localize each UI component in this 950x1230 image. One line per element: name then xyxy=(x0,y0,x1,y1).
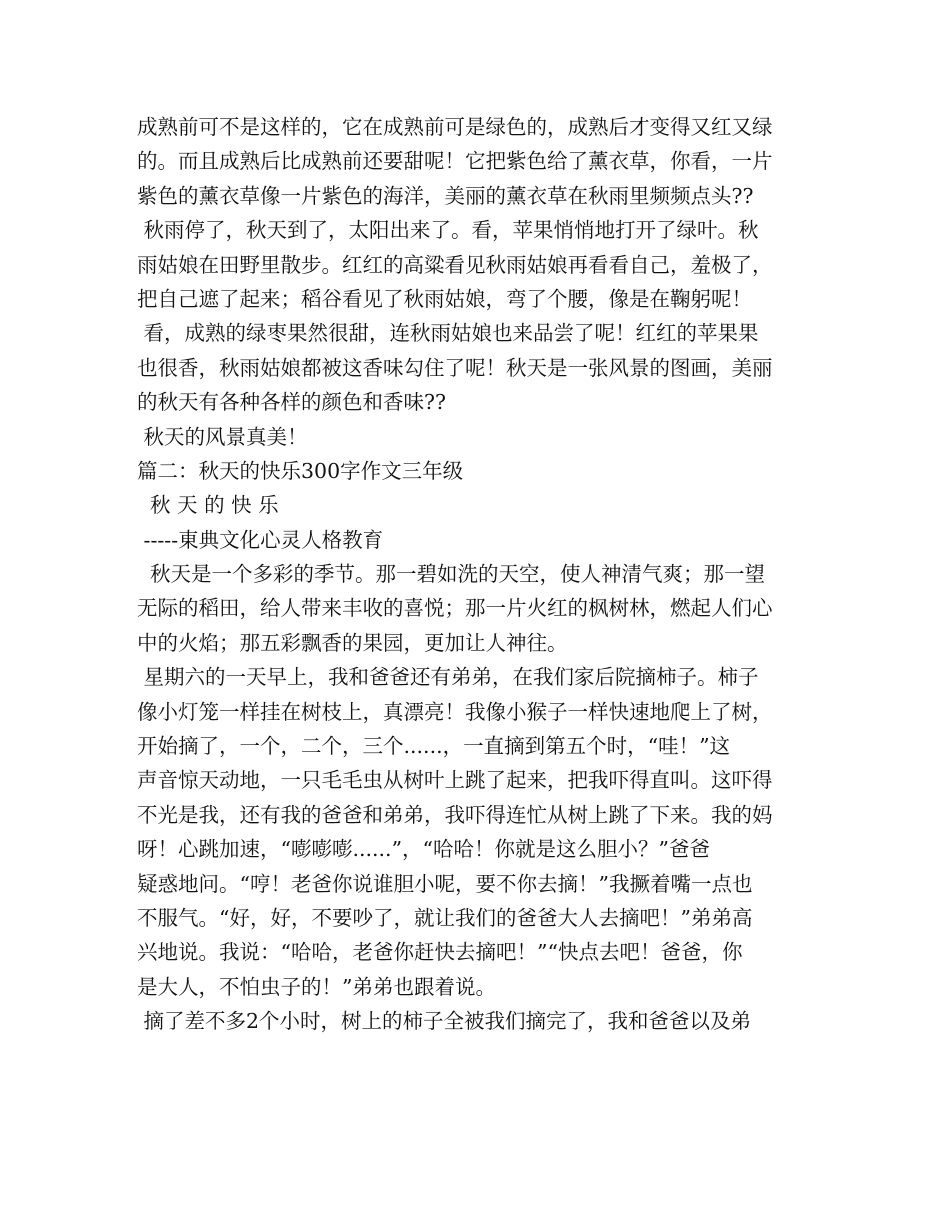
text-line: 紫色的薰衣草像一片紫色的海洋，美丽的薰衣草在秋雨里频频点头?? xyxy=(137,183,754,208)
text-line: 疑惑地问。“哼！老爸你说谁胆小呢，要不你去摘！”我撅着嘴一点也 xyxy=(137,871,753,896)
text-line: 的。而且成熟后比成熟前还要甜呢！它把紫色给了薰衣草，你看，一片 xyxy=(137,149,773,174)
text-line: 秋天是一个多彩的季节。那一碧如洗的天空，使人神清气爽；那一望 xyxy=(137,562,766,587)
text-line: 秋天的风景真美！ xyxy=(137,424,308,449)
text-line: 摘了差不多2个小时，树上的柿子全被我们摘完了，我和爸爸以及弟 xyxy=(137,1009,752,1034)
text-line: 中的火焰；那五彩飘香的果园，更加让人神往。 xyxy=(137,630,568,655)
text-line: 成熟前可不是这样的，它在成熟前可是绿色的，成熟后才变得又红又绿 xyxy=(137,115,773,139)
text-line: 像小灯笼一样挂在树枝上，真漂亮！我像小猴子一样快速地爬上了树， xyxy=(137,699,773,724)
document-body xyxy=(137,110,817,1039)
text-line: 也很香，秋雨姑娘都被这香味勾住了呢！秋天是一张风景的图画，美丽 xyxy=(137,355,773,380)
text-line: 声音惊天动地，一只毛毛虫从树叶上跳了起来，把我吓得直叫。这吓得 xyxy=(137,768,773,793)
text-line: 不光是我，还有我的爸爸和弟弟，我吓得连忙从树上跳了下来。我的妈 xyxy=(137,802,773,827)
section-heading: 篇二：秋天的快乐300字作文三年级 xyxy=(137,458,464,483)
text-line: 开始摘了，一个，二个，三个......，一直摘到第五个时，“哇！”这 xyxy=(137,734,731,759)
text-line: 星期六的一天早上，我和爸爸还有弟弟，在我们家后院摘柿子。柿子 xyxy=(137,665,759,690)
text-line: 是大人，不怕虫子的！”弟弟也跟着说。 xyxy=(137,974,496,999)
text-line: 不服气。“好，好，不要吵了，就让我们的爸爸大人去摘吧！”弟弟高 xyxy=(137,905,753,930)
text-line: 无际的稻田，给人带来丰收的喜悦；那一片火红的枫树林，燃起人们心 xyxy=(137,596,773,621)
text-line: 的秋天有各种各样的颜色和香味?? xyxy=(137,390,446,415)
text-line: 把自己遮了起来；稻谷看见了秋雨姑娘，弯了个腰，像是在鞠躬呢！ xyxy=(137,286,752,311)
text-line: 秋雨停了，秋天到了，太阳出来了。看，苹果悄悄地打开了绿叶。秋 xyxy=(137,218,759,243)
essay-title: 秋 天 的 快 乐 xyxy=(137,493,279,518)
text-line: 呀！心跳加速，“嘭嘭嘭......”，“哈哈！你就是这么胆小？”爸爸 xyxy=(137,837,711,862)
essay-source: -----東典文化心灵人格教育 xyxy=(137,527,384,552)
text-line: 雨姑娘在田野里散步。红红的高粱看见秋雨姑娘再看看自己，羞极了， xyxy=(137,252,773,277)
text-line: 看，成熟的绿枣果然很甜，连秋雨姑娘也来品尝了呢！红红的苹果果 xyxy=(137,321,759,346)
text-line: 兴地说。我说：“哈哈，老爸你赶快去摘吧！”“快点去吧！爸爸，你 xyxy=(137,940,743,965)
